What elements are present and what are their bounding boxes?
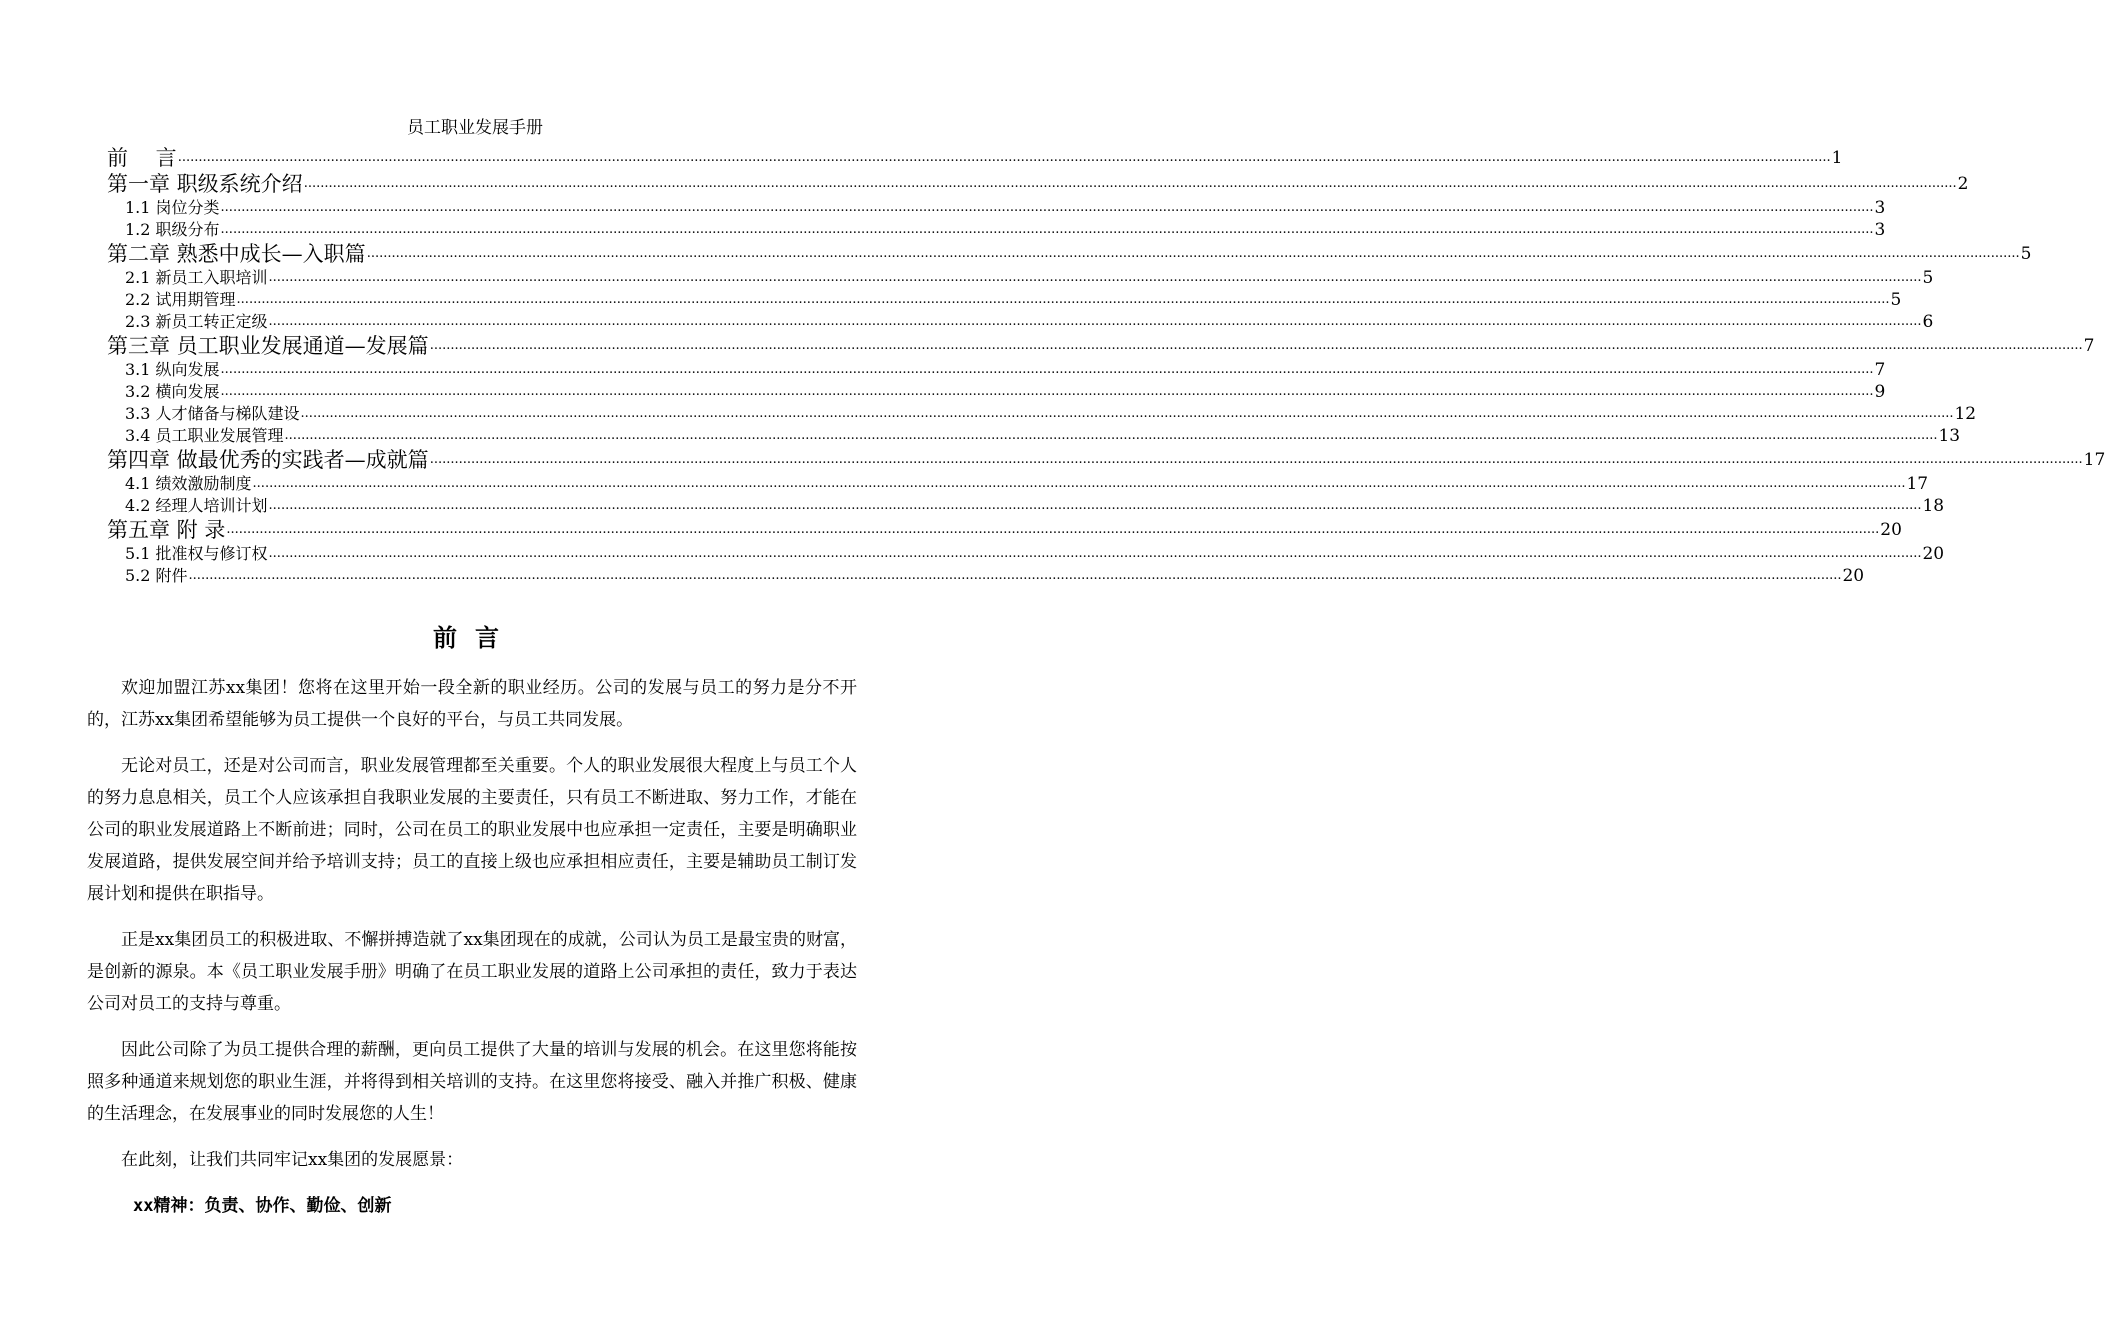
toc-entry-label: 第五章 附 录 xyxy=(107,518,226,542)
toc-leader-dots: ................................................................................................................................................................................................................................................................................................................................................................................................................ xyxy=(268,270,1922,285)
preface-paragraph: 在此刻，让我们共同牢记xx集团的发展愿景： xyxy=(121,1150,464,1170)
toc-leader-dots: ................................................................................................................................................................................................................................................................................................................................................................................................................ xyxy=(220,222,1874,237)
toc-entry[interactable] xyxy=(107,359,1886,381)
preface-paragraph: 正是xx集团员工的积极进取、不懈拼搏造就了xx集团现在的成就，公司认为员工是最宝贵的财富，是创新的源泉。本《员工职业发展手册》明确了在员工职业发展的道路上公司承担的责任，致力于表达公司对员工的支持与尊重。 xyxy=(87,930,857,1014)
toc-entry[interactable] xyxy=(107,171,1969,197)
toc-entry[interactable] xyxy=(107,403,1977,425)
toc-entry[interactable] xyxy=(107,267,1934,289)
preface-paragraph: 因此公司除了为员工提供合理的薪酬，更向员工提供了大量的培训与发展的机会。在这里您将能按照多种通道来规划您的职业生涯，并将得到相关培训的支持。在这里您将接受、融入并推广积极、健康的生活理念，在发展事业的同时发展您的人生！ xyxy=(87,1040,857,1124)
toc-leader-dots: ................................................................................................................................................................................................................................................................................................................................................................................................................ xyxy=(220,362,1874,377)
toc-entry-page: 20 xyxy=(1922,544,1945,564)
toc-entry-page: 6 xyxy=(1922,312,1934,332)
toc-entry-page: 12 xyxy=(1954,404,1977,424)
toc-leader-dots: ................................................................................................................................................................................................................................................................................................................................................................................................................ xyxy=(220,200,1874,215)
toc-leader-dots: ................................................................................................................................................................................................................................................................................................................................................................................................................ xyxy=(429,338,2083,353)
toc-leader-dots: ................................................................................................................................................................................................................................................................................................................................................................................................................ xyxy=(366,246,2020,261)
toc-entry-page: 17 xyxy=(1906,474,1929,494)
toc-entry-label: 3.3 人才储备与梯队建设 xyxy=(125,404,300,423)
toc-entry-page: 17 xyxy=(2083,450,2105,470)
toc-entry-page: 20 xyxy=(1880,520,1902,540)
toc-entry[interactable] xyxy=(107,425,1961,447)
toc-leader-dots: ................................................................................................................................................................................................................................................................................................................................................................................................................ xyxy=(220,384,1874,399)
toc-leader-dots: ................................................................................................................................................................................................................................................................................................................................................................................................................ xyxy=(177,150,1831,165)
toc-entry-page: 1 xyxy=(1831,148,1843,168)
toc-entry[interactable] xyxy=(107,241,2032,267)
toc-entry-page: 5 xyxy=(1890,290,1902,310)
toc-entry-label: 3.4 员工职业发展管理 xyxy=(125,426,284,445)
toc-entry-page: 3 xyxy=(1874,198,1886,218)
toc-entry[interactable] xyxy=(107,543,1945,565)
toc-entry-label: 前 言 xyxy=(107,146,177,170)
toc-leader-dots: ................................................................................................................................................................................................................................................................................................................................................................................................................ xyxy=(268,314,1922,329)
toc-leader-dots: ................................................................................................................................................................................................................................................................................................................................................................................................................ xyxy=(284,428,1938,443)
toc-leader-dots: ................................................................................................................................................................................................................................................................................................................................................................................................................ xyxy=(236,292,1890,307)
toc-entry[interactable] xyxy=(107,289,1902,311)
toc-entry-label: 4.1 绩效激励制度 xyxy=(125,474,252,493)
toc-entry-page: 18 xyxy=(1922,496,1945,516)
preface-paragraph: 无论对员工，还是对公司而言，职业发展管理都至关重要。个人的职业发展很大程度上与员工个人的努力息息相关，员工个人应该承担自我职业发展的主要责任，只有员工不断进取、努力工作，才能在公司的职业发展道路上不断前进；同时，公司在员工的职业发展中也应承担一定责任，主要是明确职业发展道路，提供发展空间并给予培训支持；员工的直接上级也应承担相应责任，主要是辅助员工制订发展计划和提供在职指导。 xyxy=(87,756,857,904)
toc-entry-page: 3 xyxy=(1874,220,1886,240)
toc-entry-label: 2.1 新员工入职培训 xyxy=(125,268,268,287)
toc-entry-label: 4.2 经理人培训计划 xyxy=(125,496,268,515)
toc-entry[interactable] xyxy=(107,517,1902,543)
toc-leader-dots: ................................................................................................................................................................................................................................................................................................................................................................................................................ xyxy=(226,522,1880,537)
toc-entry[interactable] xyxy=(107,381,1886,403)
toc-entry-label: 5.1 批准权与修订权 xyxy=(125,544,268,563)
toc-entry[interactable] xyxy=(107,447,2105,473)
company-spirit: xx精神：负责、协作、勤俭、创新 xyxy=(133,1196,392,1216)
toc-entry[interactable] xyxy=(107,333,2095,359)
toc-leader-dots: ................................................................................................................................................................................................................................................................................................................................................................................................................ xyxy=(268,546,1922,561)
toc-entry[interactable] xyxy=(107,473,1929,495)
toc-entry-label: 2.3 新员工转正定级 xyxy=(125,312,268,331)
toc-entry-label: 5.2 附件 xyxy=(125,566,188,585)
toc-entry-page: 9 xyxy=(1874,382,1886,402)
toc-entry[interactable] xyxy=(107,495,1945,517)
toc-leader-dots: ................................................................................................................................................................................................................................................................................................................................................................................................................ xyxy=(300,406,1954,421)
toc-leader-dots: ................................................................................................................................................................................................................................................................................................................................................................................................................ xyxy=(303,176,1957,191)
preface-body xyxy=(87,672,857,1222)
toc-entry[interactable] xyxy=(107,145,1843,171)
toc-entry-label: 3.1 纵向发展 xyxy=(125,360,220,379)
toc-entry-page: 7 xyxy=(1874,360,1886,380)
table-of-contents xyxy=(107,145,2105,587)
preface-paragraph: 欢迎加盟江苏xx集团！您将在这里开始一段全新的职业经历。公司的发展与员工的努力是分不开的，江苏xx集团希望能够为员工提供一个良好的平台，与员工共同发展。 xyxy=(87,678,857,730)
toc-entry-label: 第一章 职级系统介绍 xyxy=(107,172,303,196)
toc-entry-label: 第二章 熟悉中成长—入职篇 xyxy=(107,242,366,266)
toc-leader-dots: ................................................................................................................................................................................................................................................................................................................................................................................................................ xyxy=(252,476,1906,491)
toc-entry[interactable] xyxy=(107,219,1886,241)
toc-entry-page: 20 xyxy=(1842,566,1865,586)
toc-entry-page: 5 xyxy=(2020,244,2032,264)
toc-entry-label: 第三章 员工职业发展通道—发展篇 xyxy=(107,334,429,358)
toc-entry-label: 3.2 横向发展 xyxy=(125,382,220,401)
toc-leader-dots: ................................................................................................................................................................................................................................................................................................................................................................................................................ xyxy=(268,498,1922,513)
toc-entry-page: 13 xyxy=(1938,426,1961,446)
toc-entry[interactable] xyxy=(107,197,1886,219)
toc-entry-label: 第四章 做最优秀的实践者—成就篇 xyxy=(107,448,429,472)
document-title: 员工职业发展手册 xyxy=(407,118,543,138)
toc-leader-dots: ................................................................................................................................................................................................................................................................................................................................................................................................................ xyxy=(188,568,1842,583)
toc-entry-page: 7 xyxy=(2083,336,2095,356)
toc-leader-dots: ................................................................................................................................................................................................................................................................................................................................................................................................................ xyxy=(429,452,2083,467)
preface-heading: 前言 xyxy=(433,623,517,652)
toc-entry[interactable] xyxy=(107,311,1934,333)
toc-entry-label: 2.2 试用期管理 xyxy=(125,290,236,309)
toc-entry[interactable] xyxy=(107,565,1865,587)
toc-entry-page: 5 xyxy=(1922,268,1934,288)
toc-entry-label: 1.1 岗位分类 xyxy=(125,198,220,217)
toc-entry-label: 1.2 职级分布 xyxy=(125,220,220,239)
toc-entry-page: 2 xyxy=(1957,174,1969,194)
